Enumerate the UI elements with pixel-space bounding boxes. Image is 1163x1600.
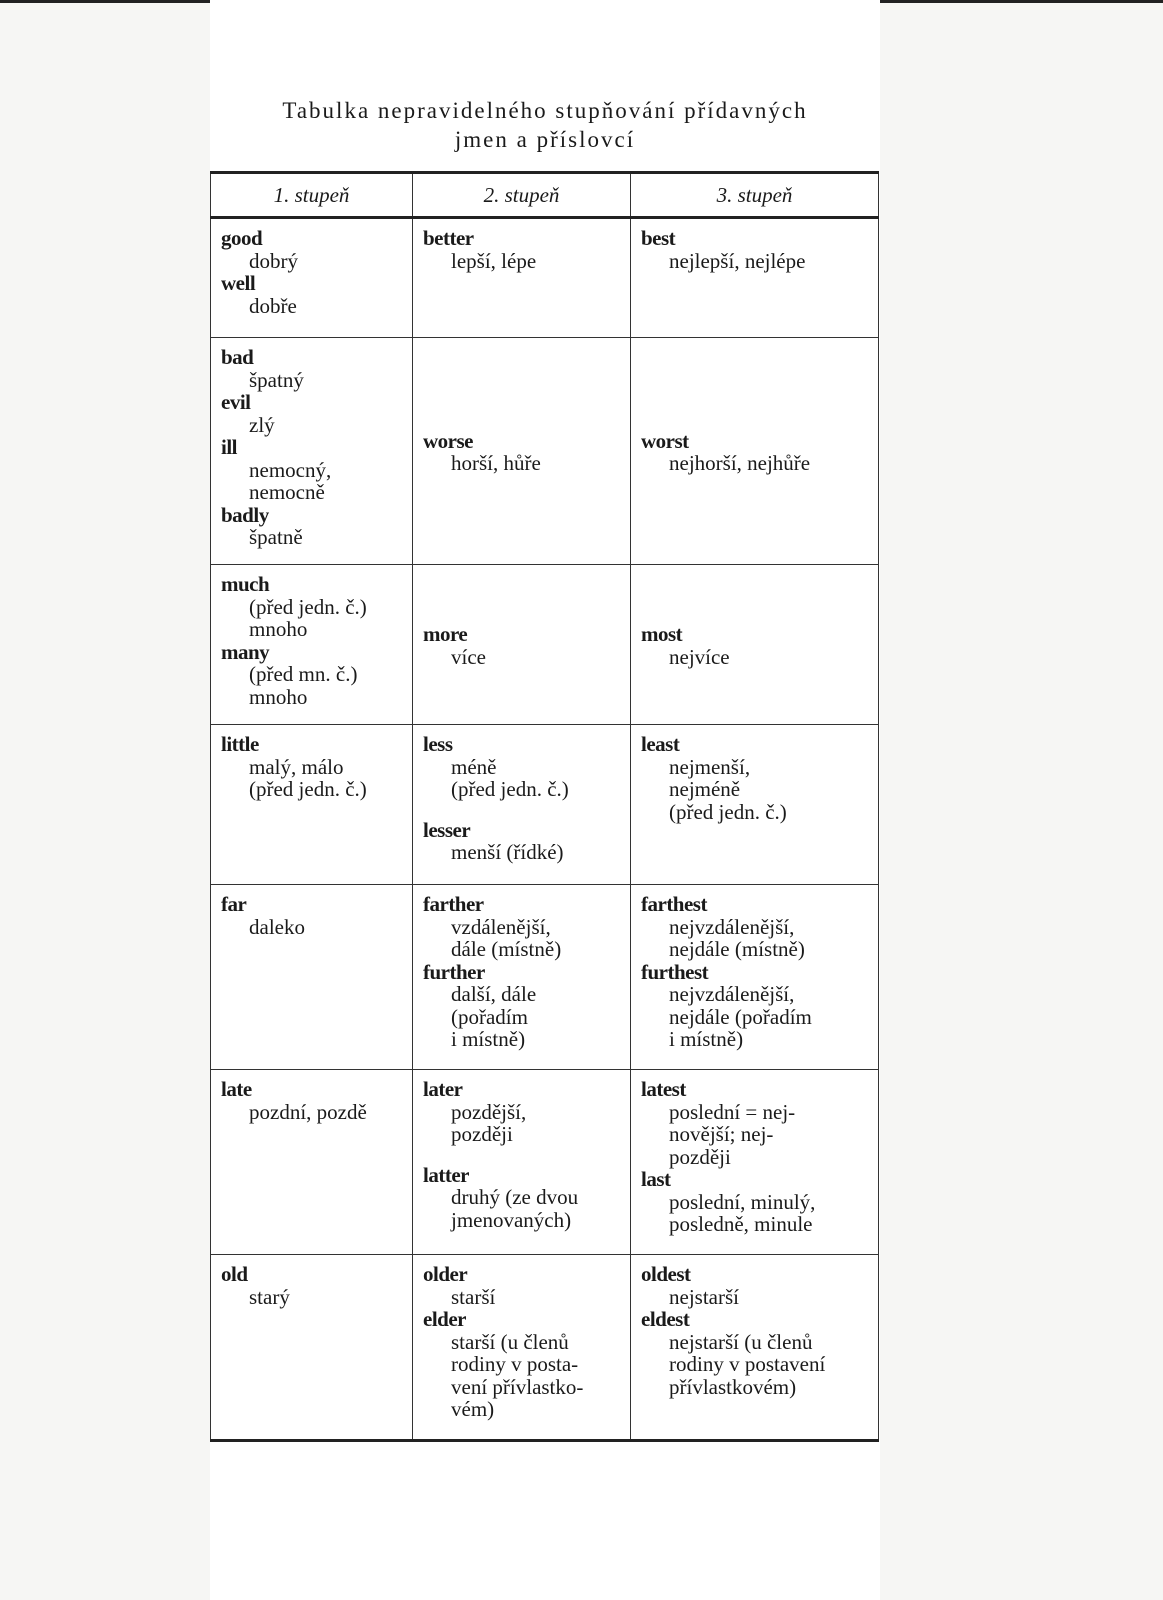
comparison-table <box>210 171 879 1442</box>
english-word: little <box>221 732 259 756</box>
czech-translation: dále (místně) <box>451 937 562 961</box>
cell-superlative <box>631 1255 879 1441</box>
english-word: better <box>423 226 474 250</box>
cell-positive <box>211 725 413 885</box>
czech-translation: dobře <box>249 293 297 318</box>
czech-translation: pozdní, pozdě <box>249 1099 367 1124</box>
english-word: older <box>423 1262 468 1286</box>
english-word: more <box>423 622 468 646</box>
cell-spacer <box>423 1146 624 1164</box>
czech-translation: jmenovaných) <box>451 1207 572 1232</box>
table-row <box>211 338 879 565</box>
english-word: many <box>221 639 270 664</box>
czech-translation: špatný <box>249 367 304 392</box>
czech-translation: nejvzdálenější, <box>669 982 795 1006</box>
cell-superlative <box>631 1070 879 1255</box>
czech-translation: nejstarší (u členů <box>669 1329 813 1354</box>
table-row <box>211 565 879 725</box>
czech-translation: (před jedn. č.) <box>451 777 569 801</box>
cell-superlative <box>631 725 879 885</box>
cell-positive <box>211 218 413 338</box>
cell-superlative <box>631 885 879 1070</box>
cell-comparative <box>413 885 631 1070</box>
title-line-1: Tabulka nepravidelného stupňování přídavných <box>282 98 808 123</box>
english-word: good <box>221 226 263 250</box>
english-word: farthest <box>641 892 707 916</box>
czech-translation: vém) <box>451 1397 495 1421</box>
czech-translation: druhý (ze dvou <box>451 1185 579 1209</box>
czech-translation: poslední = nej- <box>669 1099 796 1124</box>
czech-translation: novější; nej- <box>669 1122 774 1146</box>
czech-translation: starší (u členů <box>451 1329 569 1354</box>
cell-comparative <box>413 338 631 565</box>
english-word: less <box>423 732 453 756</box>
czech-translation: rodiny v postavení <box>669 1352 826 1376</box>
table-row <box>211 885 879 1070</box>
english-word: latter <box>423 1162 469 1187</box>
czech-translation: horší, hůře <box>451 451 541 475</box>
czech-translation: nejhorší, nejhůře <box>669 451 811 475</box>
english-word: far <box>221 892 247 916</box>
table-row <box>211 1255 879 1441</box>
czech-translation: více <box>451 644 486 669</box>
czech-translation: i místně) <box>669 1027 744 1051</box>
czech-translation: nejméně <box>669 777 741 801</box>
czech-translation: dobrý <box>249 248 298 273</box>
czech-translation: nejdále (pořadím <box>669 1004 812 1029</box>
czech-translation: posledně, minule <box>669 1212 813 1236</box>
english-word: later <box>423 1077 463 1101</box>
cell-comparative <box>413 1255 631 1441</box>
czech-translation: mnoho <box>249 684 308 709</box>
czech-translation: nemocný, <box>249 457 332 482</box>
english-word: well <box>221 271 256 295</box>
czech-translation: (před mn. č.) <box>249 662 358 686</box>
czech-translation: zlý <box>249 412 275 437</box>
english-word: lesser <box>423 817 471 842</box>
czech-translation: (před jedn. č.) <box>669 799 787 824</box>
czech-translation: malý, málo <box>249 754 344 779</box>
header-degree-3: 3. stupeň <box>631 173 879 218</box>
czech-translation: mnoho <box>249 617 308 641</box>
czech-translation: daleko <box>249 914 305 939</box>
czech-translation: vzdálenější, <box>451 914 551 939</box>
czech-translation: nejmenší, <box>669 754 751 779</box>
english-word: much <box>221 572 270 596</box>
english-word: last <box>641 1167 671 1191</box>
english-word: elder <box>423 1307 466 1331</box>
english-word: latest <box>641 1077 686 1101</box>
czech-translation: starší <box>451 1284 496 1309</box>
cell-superlative <box>631 218 879 338</box>
english-word: ill <box>221 435 238 459</box>
czech-translation: nejdále (místně) <box>669 937 805 961</box>
english-word: worse <box>423 428 473 453</box>
cell-positive <box>211 885 413 1070</box>
czech-translation: později <box>669 1144 731 1169</box>
english-word: old <box>221 1262 248 1286</box>
english-word: farther <box>423 892 484 916</box>
czech-translation: nejvíce <box>669 644 730 669</box>
page-title <box>210 96 880 154</box>
english-word: evil <box>221 390 251 414</box>
cell-positive <box>211 338 413 565</box>
header-degree-1: 1. stupeň <box>211 173 413 218</box>
title-line-2: jmen a příslovcí <box>454 127 636 152</box>
table-row <box>211 218 879 338</box>
english-word: further <box>423 959 485 984</box>
czech-translation: méně <box>451 754 497 779</box>
header-row <box>211 173 879 218</box>
english-word: most <box>641 622 683 646</box>
cell-superlative <box>631 565 879 725</box>
czech-translation: starý <box>249 1284 290 1309</box>
table-row <box>211 1070 879 1255</box>
header-degree-2: 2. stupeň <box>413 173 631 218</box>
english-word: late <box>221 1077 252 1101</box>
cell-superlative <box>631 338 879 565</box>
english-word: bad <box>221 345 254 369</box>
english-word: oldest <box>641 1262 691 1286</box>
czech-translation: nejvzdálenější, <box>669 914 795 939</box>
czech-translation: (před jedn. č.) <box>249 594 367 619</box>
english-word: furthest <box>641 959 709 984</box>
czech-translation: (pořadím <box>451 1004 528 1029</box>
czech-translation: i místně) <box>451 1027 526 1051</box>
czech-translation: nejlepší, nejlépe <box>669 248 806 273</box>
czech-translation: lepší, lépe <box>451 248 537 273</box>
cell-comparative <box>413 218 631 338</box>
czech-translation: nemocně <box>249 480 325 504</box>
czech-translation: nejstarší <box>669 1284 739 1309</box>
cell-positive <box>211 565 413 725</box>
english-word: eldest <box>641 1307 690 1331</box>
english-word: badly <box>221 502 269 527</box>
english-word: best <box>641 226 676 250</box>
czech-translation: vení přívlastko- <box>451 1374 584 1399</box>
czech-translation: pozdější, <box>451 1099 527 1124</box>
cell-spacer <box>423 801 624 819</box>
cell-positive <box>211 1255 413 1441</box>
czech-translation: přívlastkovém) <box>669 1374 797 1399</box>
czech-translation: poslední, minulý, <box>669 1189 816 1214</box>
cell-comparative <box>413 1070 631 1255</box>
czech-translation: rodiny v posta- <box>451 1352 579 1376</box>
cell-comparative <box>413 725 631 885</box>
czech-translation: (před jedn. č.) <box>249 777 367 801</box>
table-row <box>211 725 879 885</box>
cell-positive <box>211 1070 413 1255</box>
english-word: worst <box>641 428 689 453</box>
czech-translation: další, dále <box>451 982 537 1006</box>
czech-translation: později <box>451 1122 513 1146</box>
cell-comparative <box>413 565 631 725</box>
english-word: least <box>641 732 680 756</box>
czech-translation: menší (řídké) <box>451 840 564 864</box>
czech-translation: špatně <box>249 525 303 549</box>
